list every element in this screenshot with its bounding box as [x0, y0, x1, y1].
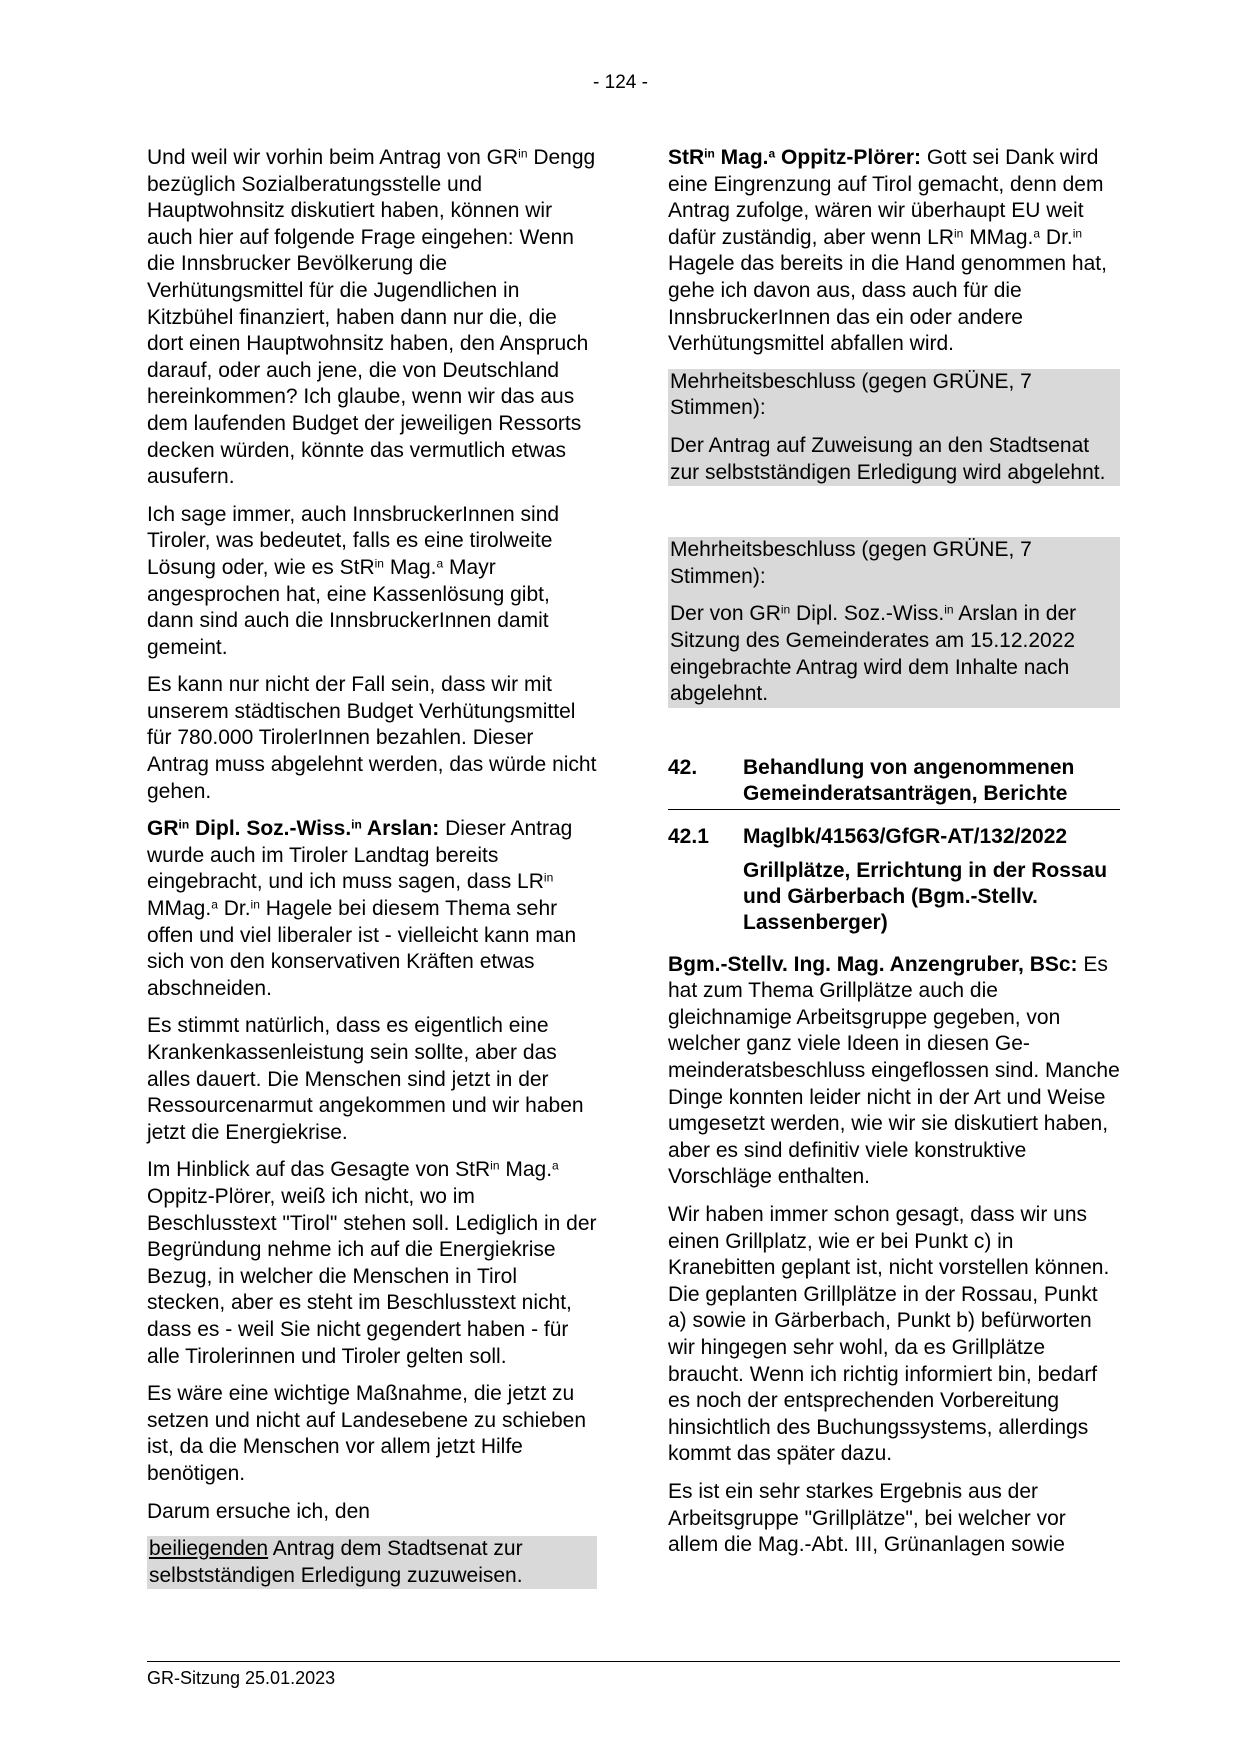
paragraph: Es wäre eine wichtige Maßnahme, die jetzt zu setzen und nicht auf Landesebene zu schieben ist, da die Menschen vor allem jetzt Hilfe benötigen. — [147, 1382, 587, 1485]
page-number: - 124 - — [593, 72, 648, 93]
paragraph: Es kann nur nicht der Fall sein, dass wir mit unserem städtischen Budget Verhütungsmittel für 780.000 TirolerInnen bezahlen. Dieser Antrag muss abgelehnt werden, das würde nicht gehen. — [147, 673, 597, 803]
paragraph: $GR^{in}$ Dipl. Soz.-Wiss.$^{in}$ Arslan: Dieser Antrag wurde auch im Tiroler Landtag bereits eingebracht, und ich muss sagen, dass $LR^{in}$ MMag.$^a$ Dr.$^{in}$ Hagele bei diesem Thema sehr offen und viel liberaler ist - vielleicht kann man sich von den konservativen Kräften etwas abschneiden. — [147, 817, 577, 1000]
paragraph: Darum ersuche ich, den — [147, 1499, 370, 1523]
footer-text: GR-Sitzung 25.01.2023 — [147, 1668, 336, 1688]
paragraph: StR$^{in}$ Mag.$^a$ Oppitz-Plörer: Gott sei Dank wird eine Eingrenzung auf Tirol gemacht, denn dem Antrag zufolge, wären wir überhaupt EU weit dafür zuständig, aber wenn $LR^{in}$ MMag.$^a$ Dr.$^{in}$ Hagele das bereits in die Hand genommen hat, gehe ich davon aus, dass auch für die InnsbruckerInnen das ein oder andere Verhütungsmittel abfallen wird. — [668, 146, 1107, 356]
agenda-item-42-1-title — [668, 858, 1120, 936]
agenda-title: Behandlung von angenommenen Gemeinderatsanträgen, Berichte — [743, 755, 1075, 805]
right-column — [668, 145, 1120, 1570]
vote-result: Mehrheitsbeschluss (gegen GRÜNE, 7 Stimmen): — [668, 537, 1120, 601]
paragraph: Im Hinblick auf das Gesagte von StR$^{in}$ Mag.$^a$ Oppitz-Plörer, weiß ich nicht, wo im Beschlusstext "Tirol" stehen soll. Lediglich in der Begründung nehme ich auf die Energiekrise Bezug, in welcher die Menschen in Tirol stecken, aber es steht im Beschlusstext nicht, dass es - weil Sie nicht gegendert haben - für alle Tirolerinnen und Tiroler gelten soll. — [147, 1158, 597, 1368]
agenda-title: Grillplätze, Errichtung in der Rossau und Gärberbach (Bgm.-Stellv. Lassenberger) — [743, 858, 1108, 934]
paragraph: Es stimmt natürlich, dass es eigentlich eine Krankenkassenleistung sein sollte, aber das alles dauert. Die Menschen sind jetzt in der Ressourcenarmut angekommen und wir haben jetzt die Energiekrise. — [147, 1014, 584, 1144]
decision-text: Der Antrag auf Zuweisung an den Stadtsenat zur selbstständigen Erledigung wird abgelehnt. — [668, 433, 1120, 486]
paragraph: Ich sage immer, auch InnsbruckerInnen sind Tiroler, was bedeutet, falls es eine tirolweite Lösung oder, wie es StR$^{in}$ Mag.$^a$ Mayr angesprochen hat, eine Kassenlösung gibt, dann sind auch die InnsbruckerInnen damit gemeint. — [147, 502, 560, 659]
agenda-item-42 — [668, 755, 1120, 810]
agenda-number: 42.1 — [668, 824, 709, 848]
agenda-reference: Maglbk/41563/GfGR-AT/132/2022 — [743, 824, 1068, 848]
paragraph: Und weil wir vorhin beim Antrag von $GR^{in}$ Dengg bezüglich Sozialberatungsstelle und Hauptwohnsitz diskutiert haben, können wir auch hier auf folgende Frage eingehen: Wenn die Innsbrucker Bevölkerung die Verhütungsmittel für die Jugendlichen in Kitzbühel finanziert, haben dann nur die, die dort einen Hauptwohnsitz haben, den Anspruch darauf, oder auch jene, die von Deutschland hereinkommen? Ich glaube, wenn wir das aus dem laufenden Budget der jeweiligen Ressorts decken würden, könnte das vermutlich etwas ausufern. — [147, 146, 596, 489]
motion-highlight: beiliegenden Antrag dem Stadtsenat zur selbstständigen Erledigung zuzuweisen. — [147, 1536, 597, 1589]
paragraph: Wir haben immer schon gesagt, dass wir uns einen Grillplatz, wie er bei Punkt c) in Kranebitten geplant ist, nicht vorstellen können. Die geplanten Grillplätze in der Rossau, Punkt a) sowie in Gärberbach, Punkt b) befürworten wir hingegen sehr wohl, da es Grillplätze braucht. Wenn ich richtig informiert bin, bedarf es noch der entsprechenden Vorbereitung hinsichtlich des Buchungssystems, allerdings kommt das später dazu. — [668, 1203, 1110, 1466]
paragraph: Bgm.-Stellv. Ing. Mag. Anzengruber, BSc: Es hat zum Thema Grillplätze auch die gleichnamige Arbeitsgruppe gegeben, von welcher ganz viele Ideen in diesen Gemeinderatsbeschluss eingeflossen sind. Manche Dinge konnten leider nicht in der Art und Weise umgesetzt werden, wie wir sie diskutiert haben, aber es sind definitiv viele konstruktive Vorschläge enthalten. — [668, 952, 1120, 1189]
paragraph: Es ist ein sehr starkes Ergebnis aus der Arbeitsgruppe "Grillplätze", bei welcher vor allem die Mag.-Abt. III, Grünanlagen sowie — [668, 1479, 1066, 1557]
agenda-number: 42. — [668, 755, 698, 779]
decision-text: Der von $GR^{in}$ Dipl. Soz.-Wiss.$^{in}$ Arslan in der Sitzung des Gemeinderates am 15.12.2022 eingebrachte Antrag wird dem Inhalte nach abgelehnt. — [668, 601, 1120, 707]
footer-divider — [147, 1661, 1120, 1662]
left-column — [147, 145, 597, 1600]
vote-result: Mehrheitsbeschluss (gegen GRÜNE, 7 Stimmen): — [668, 369, 1120, 433]
agenda-item-42-1 — [668, 824, 1120, 850]
